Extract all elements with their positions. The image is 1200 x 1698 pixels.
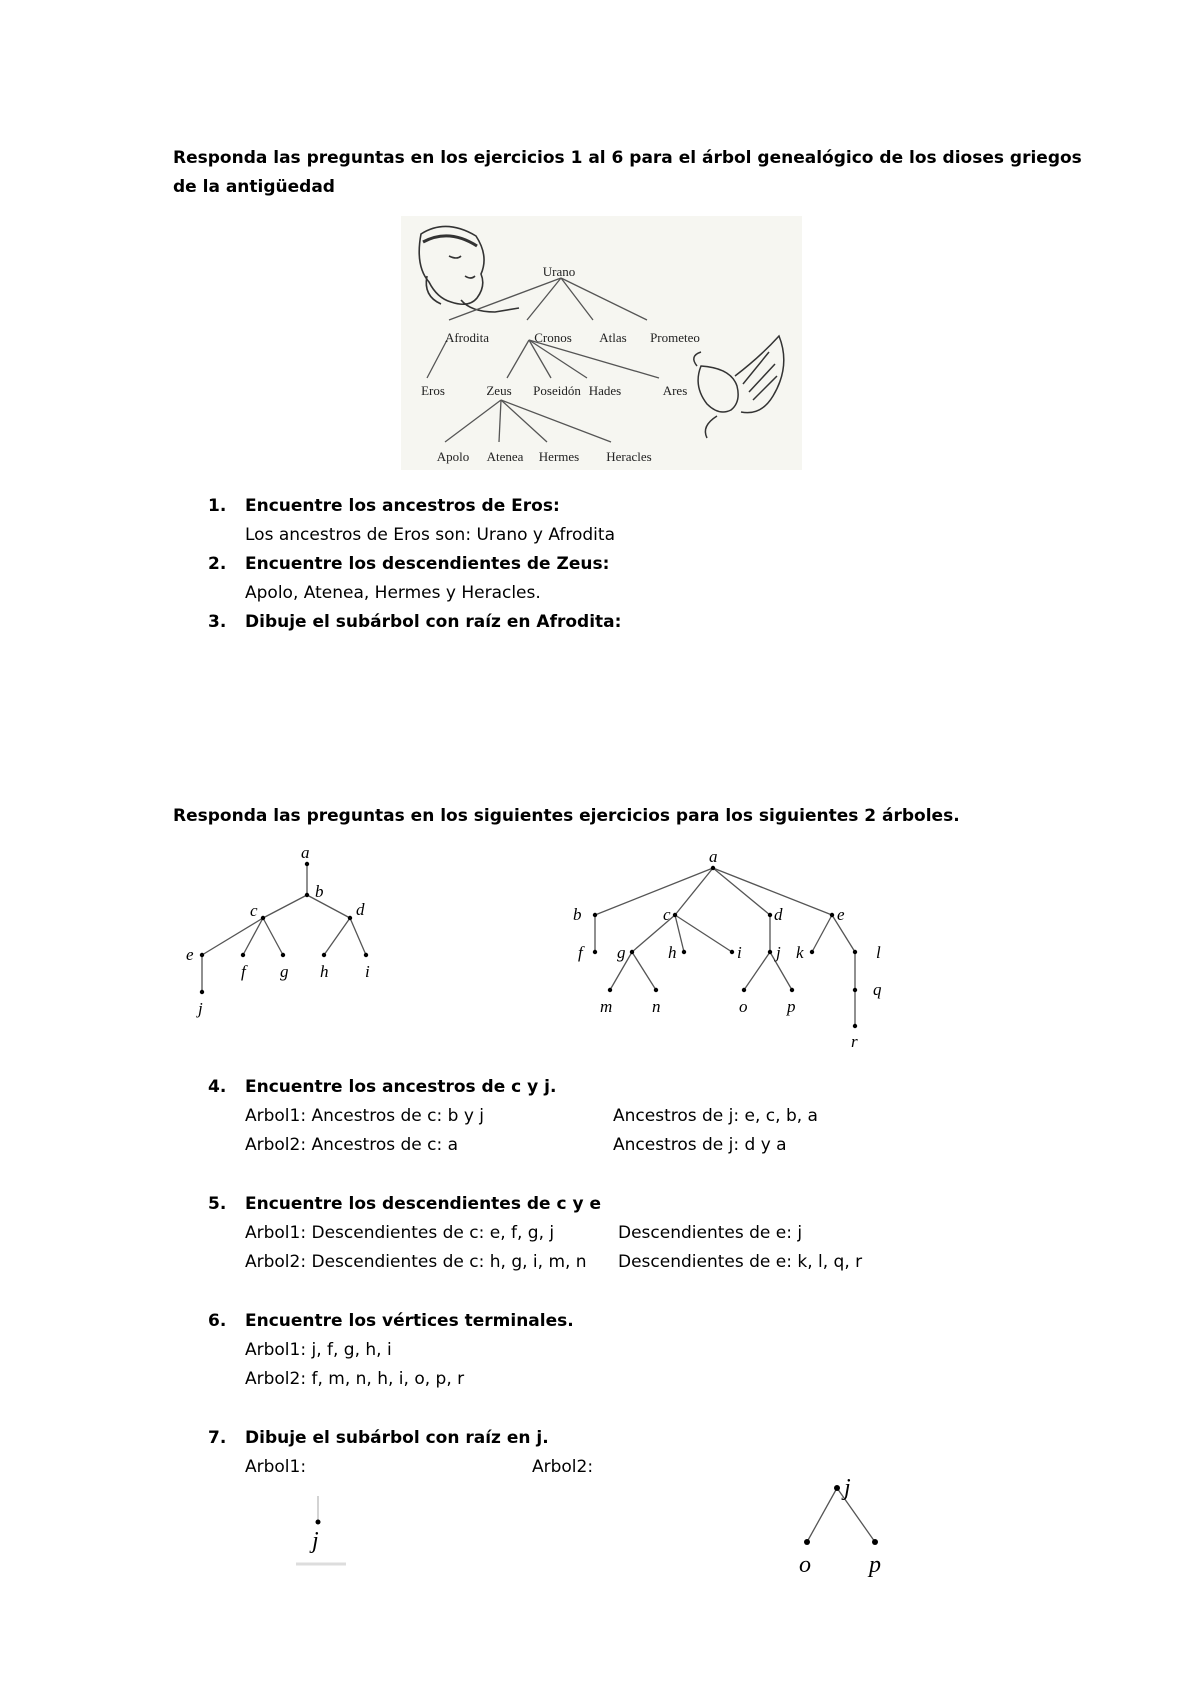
tree1-diagram [180,840,410,1020]
tree2-label-o: o [739,997,748,1016]
tree1-node-e [200,953,204,957]
tree2-node-e [830,913,834,917]
tree2-label-p: p [787,997,796,1016]
tree2-label-q: q [873,980,882,999]
tree1-label-c: c [250,901,258,920]
tree1-node-a [305,862,309,866]
q7-label-arbol2: Arbol2: [532,1457,594,1477]
q2-question: Encuentre los descendientes de Zeus: [245,554,610,574]
subtree2-label-p: p [869,1552,881,1578]
q5-answer-2-left: Arbol2: Descendientes de c: h, g, i, m, n [245,1252,587,1272]
node-heracles: Heracles [606,449,652,464]
tree1-node-g [281,953,285,957]
subtree2-node-o [804,1539,810,1545]
tree2-diagram [560,840,900,1055]
tree2-label-f: f [578,943,583,962]
tree1-label-j: j [198,999,203,1018]
q2-number: 2. [208,554,227,574]
tree1-label-h: h [320,962,329,981]
tree1-node-j [200,990,204,994]
tree2-node-k [810,950,814,954]
q6-number: 6. [208,1311,227,1331]
subtree1-diagram [290,1490,350,1570]
tree1-label-i: i [365,962,370,981]
q6-question: Encuentre los vértices terminales. [245,1311,574,1331]
tree2-label-l: l [876,943,881,962]
tree2-node-l [853,950,857,954]
node-afrodita: Afrodita [444,330,490,345]
tree2-node-c [673,913,677,917]
q5-number: 5. [208,1194,227,1214]
q4-question: Encuentre los ancestros de c y j. [245,1077,557,1097]
tree1-node-c [261,916,265,920]
q5-answer-2-right: Descendientes de e: k, l, q, r [618,1252,863,1272]
tree2-label-d: d [774,905,783,924]
tree2-label-c: c [663,905,671,924]
q5-answer-1-right: Descendientes de e: j [618,1223,803,1243]
q1-question: Encuentre los ancestros de Eros: [245,496,560,516]
q4-answer-2-left: Arbol2: Ancestros de c: a [245,1135,459,1155]
tree1-label-e: e [186,945,194,964]
q4-answer-1-right: Ancestros de j: e, c, b, a [613,1106,818,1126]
q7-label-arbol1: Arbol1: [245,1457,307,1477]
node-urano: Urano [542,264,576,279]
gods-tree-svg [401,216,802,470]
tree2-node-g [630,950,634,954]
tree2-node-b [593,913,597,917]
tree1-node-d [348,916,352,920]
node-zeus: Zeus [486,383,512,398]
intro-line-2: de la antigüedad [173,177,335,197]
q1-answer: Los ancestros de Eros son: Urano y Afrodita [245,525,615,545]
node-cronos: Cronos [534,330,572,345]
q3-question: Dibuje el subárbol con raíz en Afrodita: [245,612,622,632]
node-hades: Hades [588,383,622,398]
node-hermes: Hermes [538,449,580,464]
tree2-label-g: g [617,943,626,962]
tree2-label-r: r [851,1032,858,1051]
tree1-label-a: a [301,843,310,862]
subtree2-node-p [872,1539,878,1545]
tree2-label-b: b [573,905,582,924]
node-prometeo: Prometeo [650,330,700,345]
q5-question: Encuentre los descendientes de c y e [245,1194,602,1214]
tree2-node-m [608,988,612,992]
subtree1-label-j: j [312,1528,319,1554]
q3-number: 3. [208,612,227,632]
intro-2: Responda las preguntas en los siguientes ejercicios para los siguientes 2 árboles. [173,806,960,826]
cherub-illustration-icon [694,336,784,438]
tree1-label-b: b [315,882,324,901]
tree1-node-b [305,893,309,897]
tree2-node-n [654,988,658,992]
node-atenea: Atenea [486,449,524,464]
q6-answer-1: Arbol1: j, f, g, h, i [245,1340,392,1360]
subtree2-diagram [785,1460,905,1590]
tree1-label-d: d [356,900,365,919]
tree2-node-d [768,913,772,917]
tree2-node-i [730,950,734,954]
q7-question: Dibuje el subárbol con raíz en j. [245,1428,549,1448]
tree2-node-q [853,988,857,992]
q4-answer-2-right: Ancestros de j: d y a [613,1135,787,1155]
tree1-node-i [364,953,368,957]
q7-number: 7. [208,1428,227,1448]
tree1-node-h [322,953,326,957]
subtree2-node-j [834,1485,840,1491]
q4-answer-1-left: Arbol1: Ancestros de c: b y j [245,1106,485,1126]
node-apolo: Apolo [436,449,470,464]
subtree2-label-j: j [844,1475,851,1501]
node-ares: Ares [662,383,688,398]
node-atlas: Atlas [599,330,627,345]
tree2-label-k: k [796,943,804,962]
tree2-node-r [853,1024,857,1028]
q6-answer-2: Arbol2: f, m, n, h, i, o, p, r [245,1369,465,1389]
tree2-node-h [682,950,686,954]
q2-answer: Apolo, Atenea, Hermes y Heracles. [245,583,541,603]
intro-line-1: Responda las preguntas en los ejercicios 1 al 6 para el árbol genealógico de los dioses griegos [173,148,1082,168]
tree1-label-g: g [280,962,289,981]
node-eros: Eros [421,383,445,398]
tree2-node-a [711,866,715,870]
tree1-label-f: f [241,962,246,981]
tree2-node-f [593,950,597,954]
tree2-label-a: a [709,847,718,866]
q1-number: 1. [208,496,227,516]
tree2-label-j: j [776,943,781,962]
subtree1-node-j [316,1520,321,1525]
tree1-node-f [241,953,245,957]
tree2-label-n: n [652,997,661,1016]
gods-family-tree-figure [401,216,802,470]
q4-number: 4. [208,1077,227,1097]
tree2-node-o [742,988,746,992]
tree2-label-i: i [737,943,742,962]
tree2-node-p [790,988,794,992]
tree2-label-m: m [600,997,613,1016]
q5-answer-1-left: Arbol1: Descendientes de c: e, f, g, j [245,1223,555,1243]
node-poseidon: Poseidón [533,383,581,398]
tree2-label-h: h [668,943,677,962]
tree2-node-j [768,950,772,954]
subtree2-label-o: o [799,1552,811,1578]
tree2-label-e: e [837,905,845,924]
